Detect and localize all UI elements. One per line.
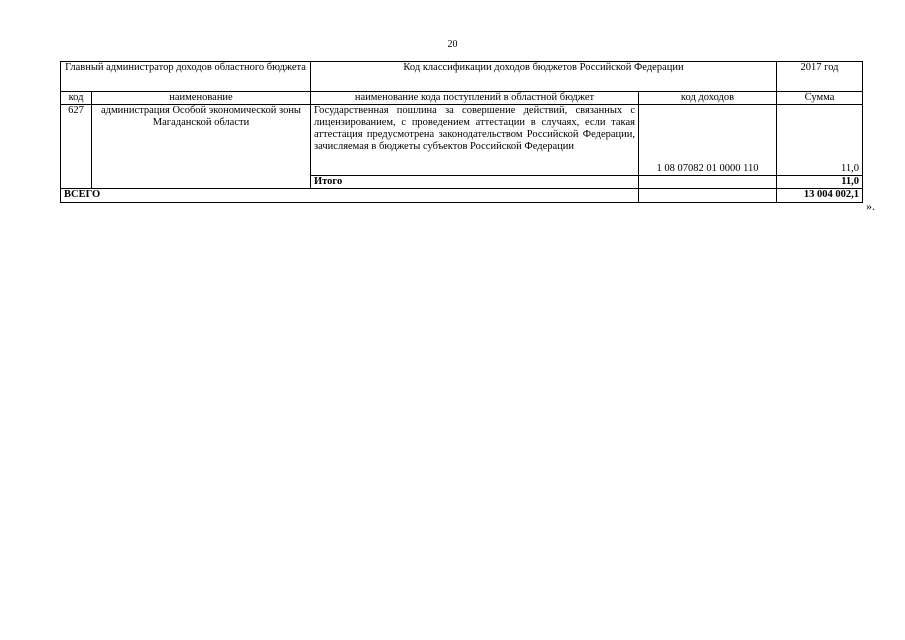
revenue-code-cell: 1 08 07082 01 0000 110: [639, 105, 777, 176]
header-row-sub: [61, 92, 863, 105]
grand-total-row: [61, 189, 863, 203]
header-row-top: [61, 62, 863, 92]
admin-name-cell: администрация Особой экономической зоны Магаданской области: [92, 105, 311, 189]
revenue-name-cell: Государственная пошлина за совершение действий, связанных с лицензированием, с проведением аттестации в случаях, если такая аттестация предусмотрена законодательством Российской Федерации, зачисляемая в бюджеты субъектов Российской Федерации: [311, 105, 639, 176]
admin-code-cell: 627: [61, 105, 92, 189]
closing-quote-mark: ».: [866, 199, 875, 213]
header-classification-group: Код классификации доходов бюджетов Российской Федерации: [311, 62, 777, 92]
header-col-sum: Сумма: [777, 92, 863, 105]
grand-total-empty-cell: [639, 189, 777, 203]
header-admin-group: Главный администратор доходов областного бюджета: [61, 62, 311, 92]
header-col-name: наименование: [92, 92, 311, 105]
table-row: [61, 105, 863, 176]
revenue-table: [60, 61, 863, 203]
header-col-code: код: [61, 92, 92, 105]
revenue-sum-cell: 11,0: [777, 105, 863, 176]
grand-total-label: ВСЕГО: [61, 189, 639, 203]
subtotal-label: Итого: [311, 176, 639, 189]
grand-total-sum: 13 004 002,1: [777, 189, 863, 203]
header-year: 2017 год: [777, 62, 863, 92]
header-col-revenue-name: наименование кода поступлений в областной бюджет: [311, 92, 639, 105]
header-col-revenue-code: код доходов: [639, 92, 777, 105]
page-number: 20: [447, 39, 458, 50]
subtotal-empty-cell: [639, 176, 777, 189]
subtotal-sum: 11,0: [777, 176, 863, 189]
